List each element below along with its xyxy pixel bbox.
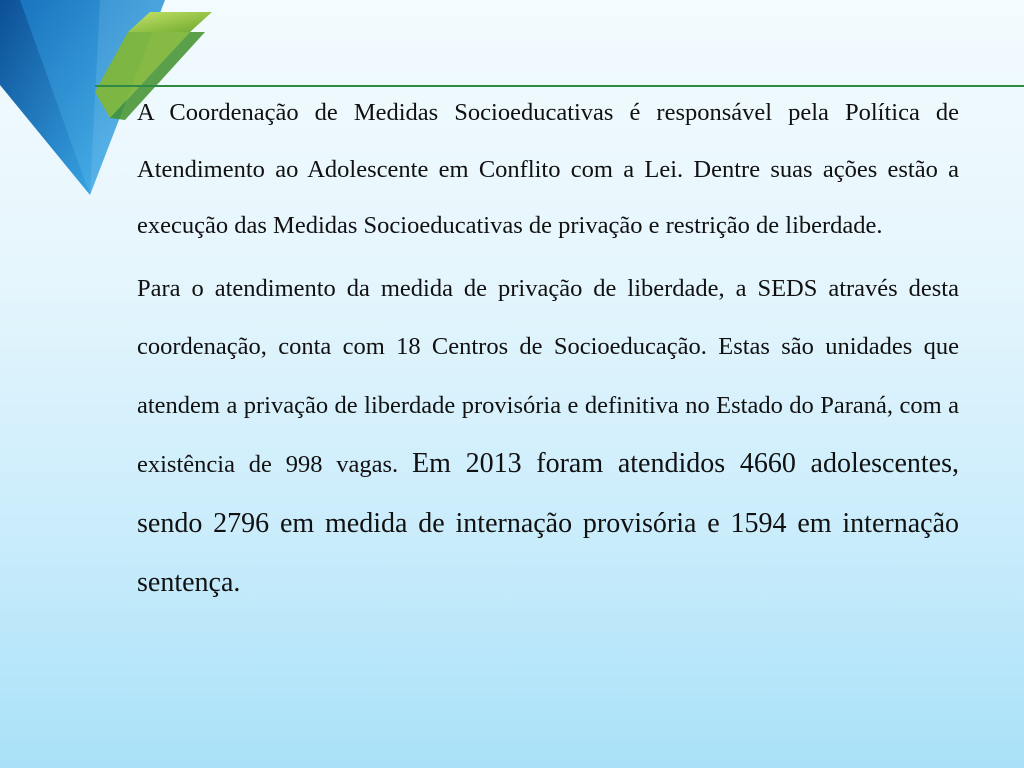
service-stats-text: Para o atendimento da medida de privação de liberdade, a SEDS através desta coordenação, conta com 18 Centros de Socioeducação. Estas são unidades que atendem a privação de liberdade provisória e definitiva no Estado do Paraná, com a existência de 998 vagas. <box>137 274 959 478</box>
service-stats-2013-text: Em 2013 foram atendidos 4660 adolescentes, sendo 2796 em medida de internação provisória e 1594 em internação sentença. <box>137 448 960 598</box>
paragraph-service-stats <box>137 260 959 614</box>
slide-body <box>137 85 959 614</box>
paragraph-coordination: A Coordenação de Medidas Socioeducativas é responsável pela Política de Atendimento ao Adolescente em Conflito com a Lei. Dentre suas ações estão a execução das Medidas Socioeducativas de privação e restrição de liberdade. <box>137 99 959 239</box>
